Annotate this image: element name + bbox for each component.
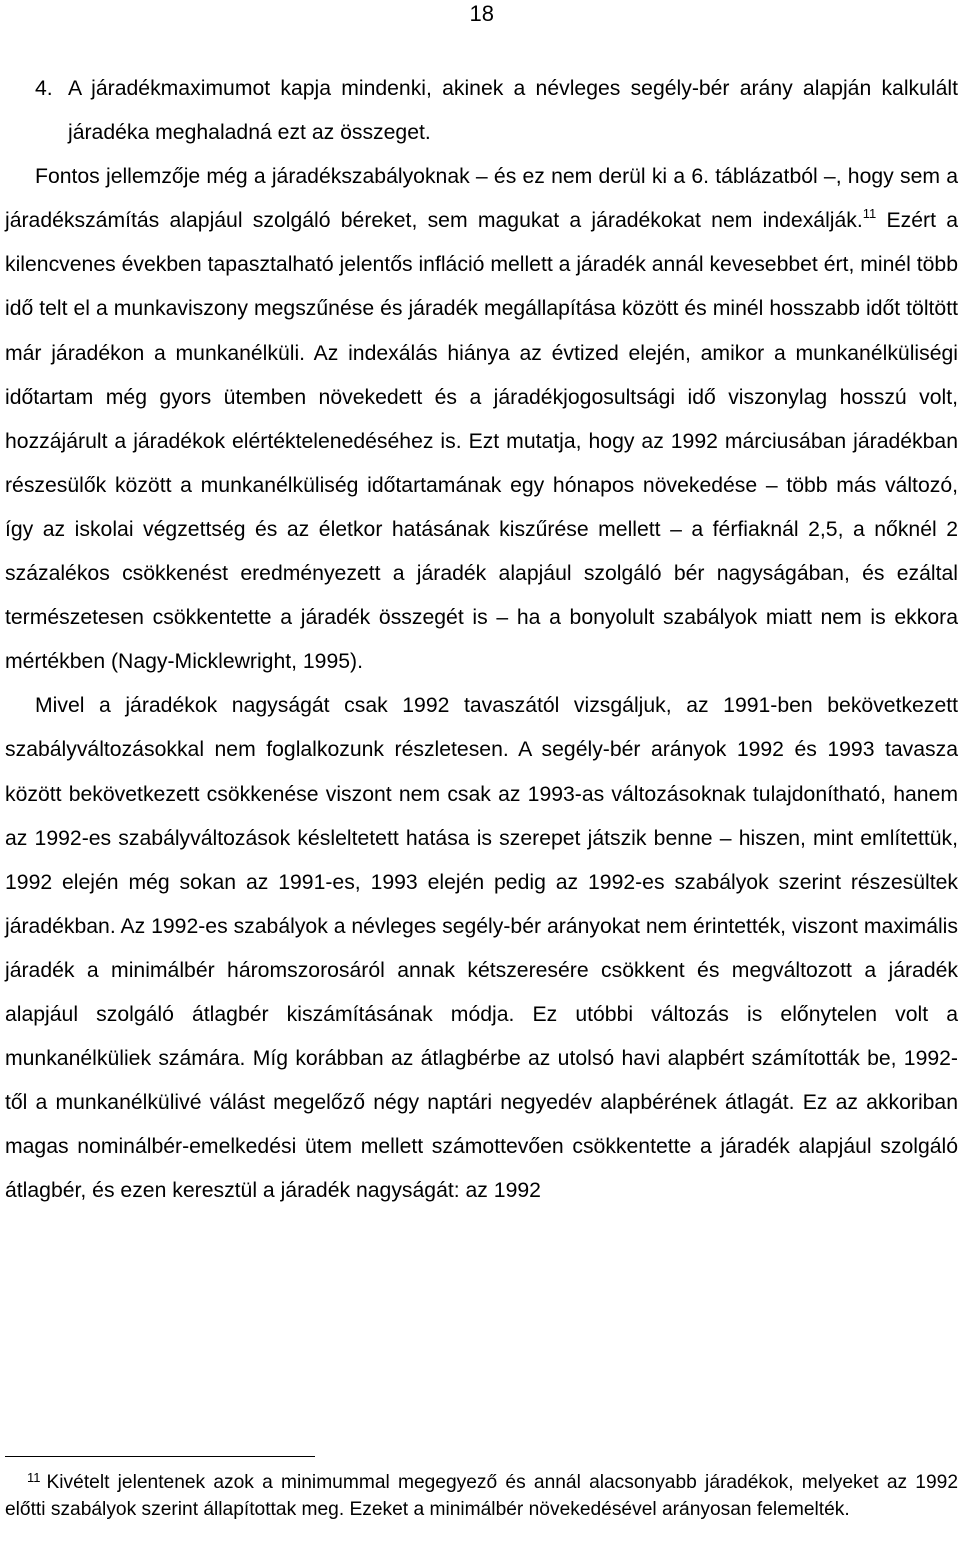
paragraph <box>5 155 958 684</box>
main-text <box>5 67 958 1213</box>
footnote-divider <box>5 1456 315 1457</box>
footnote-text: Kivételt jelentenek azok a minimummal megegyező és annál alacsonyabb járadékok, melyeket az 1992 előtti szabályok szerint állapítottak meg. Ezeket a minimálbér növekedésével arányosan felemelték. <box>5 1472 958 1520</box>
footnote <box>5 1470 958 1523</box>
paragraph-text: Fontos jellemzője még a járadékszabályoknak – és ez nem derül ki a 6. táblázatból –, hogy sem a járadékszámítás alapjául szolgáló béreket, sem magukat a járadékokat nem indexálják. <box>5 165 958 233</box>
list-item-text: A járadékmaximumot kapja mindenki, akinek a névleges segély-bér arány alapján kalkulált járadéka meghaladná ezt az összeget. <box>68 77 958 145</box>
paragraph-text: Ezért a kilencvenes években tapasztalható jelentős infláció mellett a járadék annál kevesebbet ért, minél több idő telt el a munkaviszony megszűnése és járadék megállapítása között és minél hosszabb időt töltött már járadékon a munkanélküli. Az indexálás hiánya az évtized elején, amikor a munkanélküliségi időtartam még gyors ütemben növekedett és a járadékjogosultsági idő viszonylag hosszú volt, hozzájárult a járadékok elértéktelenedéséhez is. Ezt mutatja, hogy az 1992 márciusában járadékban részesülők között a munkanélküliség időtartamának egy hónapos növekedése – több más változó, így az iskolai végzettség és az életkor hatásának kiszűrése mellett – a férfiaknál 2,5, a nőknél 2 százalékos csökkenést eredményezett a járadék alapjául szolgáló bér nagyságában, és ezáltal természetesen csökkentette a járadék összegét is – ha a bonyolult szabályok miatt nem is ekkora mértékben (Nagy-Micklewright, 1995). <box>5 209 958 674</box>
paragraph <box>5 684 958 1213</box>
paragraph-text: Mivel a járadékok nagyságát csak 1992 tavaszától vizsgáljuk, az 1991-ben bekövetkezett szabályváltozásokkal nem foglalkozunk részletesen. A segély-bér arányok 1992 és 1993 tavasza között bekövetkezett csökkenése viszont nem csak az 1993-as változásoknak tulajdonítható, hanem az 1992-es szabályváltozások késleltetett hatása is szerepet játszik benne – hiszen, mint említettük, 1992 elején még sokan az 1991-es, 1993 elején pedig az 1992-es szabályok szerint részesültek járadékban. Az 1992-es szabályok a névleges segély-bér arányokat nem érintették, viszont maximális járadék a minimálbér háromszorosáról annak kétszeresére csökkent és megváltozott a járadék alapjául szolgáló átlagbér kiszámításának módja. Ez utóbbi változás is előnytelen volt a munkanélküliek számára. Míg korábban az átlagbérbe az utolsó havi alapbért számították be, 1992-től a munkanélkülivé válást megelőző négy naptári negyedév alapbérének átlagát. Ez az akkoriban magas nominálbér-emelkedési ütem mellett számottevően csökkentette a járadék alapjául szolgáló átlagbér, és ezen keresztül a járadék nagyságát: az 1992 <box>5 694 958 1203</box>
footnote-reference[interactable]: 11 <box>862 206 877 222</box>
list-item-number: 4. <box>35 77 53 100</box>
page-number: 18 <box>469 1 494 26</box>
footnote-number: 11 <box>27 1470 41 1485</box>
list-item <box>5 67 958 155</box>
